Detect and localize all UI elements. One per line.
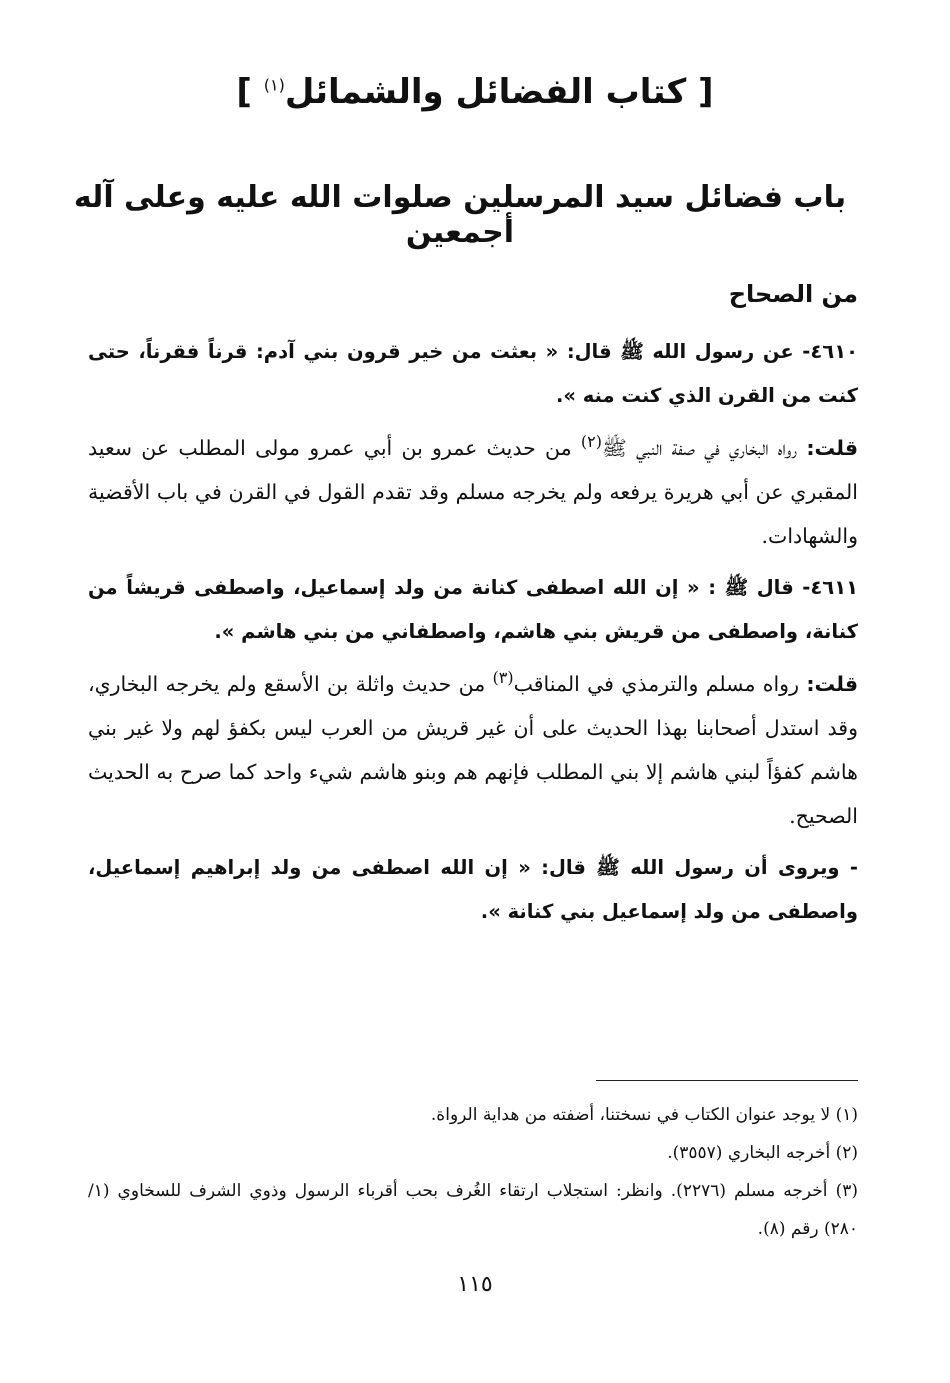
hadith-4610: ٤٦١٠- عن رسول الله ﷺ قال: « بعثت من خير قرون بني آدم: قرناً فقرناً، حتى كنت من القرن الذي كنت منه ». xyxy=(88,340,858,407)
comment-label: قلت: xyxy=(806,436,859,460)
footnote-ref-2: (٢) xyxy=(580,432,602,452)
footnote-2: (٢) أخرجه البخاري (٣٥٥٧). xyxy=(667,1143,858,1163)
book-title-footnote-ref: (١) xyxy=(263,75,285,95)
book-title-close-bracket: ] xyxy=(236,72,264,112)
body-text xyxy=(88,330,858,942)
hadith-4611: ٤٦١١- قال ﷺ : « إن الله اصطفى كنانة من ولد إسماعيل، واصطفى قريشاً من كنانة، واصطفى من قريش بني هاشم، واصطفاني من بني هاشم ». xyxy=(88,576,858,643)
footnotes xyxy=(88,1096,858,1248)
comment-text-part-1: رواه البخاري في صفة النبي ﷺ xyxy=(601,436,807,460)
page-number: ١١٥ xyxy=(457,1272,493,1297)
chapter-title: باب فضائل سيد المرسلين صلوات الله عليه وعلى آله أجمعين xyxy=(73,180,847,250)
footnote-divider xyxy=(596,1080,858,1081)
hadith-narration: - ويروى أن رسول الله ﷺ قال: « إن الله اصطفى من ولد إبراهيم إسماعيل، واصطفى من ولد إسماعيل بني كنانة ». xyxy=(88,856,858,923)
section-heading: من الصحاح xyxy=(728,280,858,308)
comment-label: قلت: xyxy=(806,672,859,696)
comment-text-part-2: من حديث واثلة بن الأسقع ولم يخرجه البخاري، وقد استدل أصحابنا بهذا الحديث على أن غير قريش من العرب ليس بكفؤ لهم ولا غير بني هاشم كفؤاً لبني هاشم إلا بني المطلب فإنهم هم وبنو هاشم شيء واحد كما صرح به الحديث الصحيح. xyxy=(88,672,858,828)
comment-text-part-1: رواه مسلم والترمذي في المناقب xyxy=(513,672,807,696)
book-title xyxy=(0,72,950,112)
comment-paragraph-1 xyxy=(88,426,858,558)
comment-text-part-2: من حديث عمرو بن أبي عمرو مولى المطلب عن سعيد المقبري عن أبي هريرة يرفعه ولم يخرجه مسلم وقد تقدم القول في القرن في باب الأقضية والشهادات. xyxy=(88,436,858,548)
footnote-3: (٣) أخرجه مسلم (٢٢٧٦). وانظر: استجلاب ارتقاء الغُرف بحب أقرباء الرسول وذوي الشرف للسخاوي (١/ ٢٨٠) رقم (٨). xyxy=(88,1181,858,1239)
comment-paragraph-2 xyxy=(88,662,858,838)
footnote-ref-3: (٣) xyxy=(492,668,514,688)
footnote-1: (١) لا يوجد عنوان الكتاب في نسختنا، أضفته من هداية الرواة. xyxy=(430,1105,858,1125)
book-title-text: [ كتاب الفضائل والشمائل xyxy=(284,72,714,112)
